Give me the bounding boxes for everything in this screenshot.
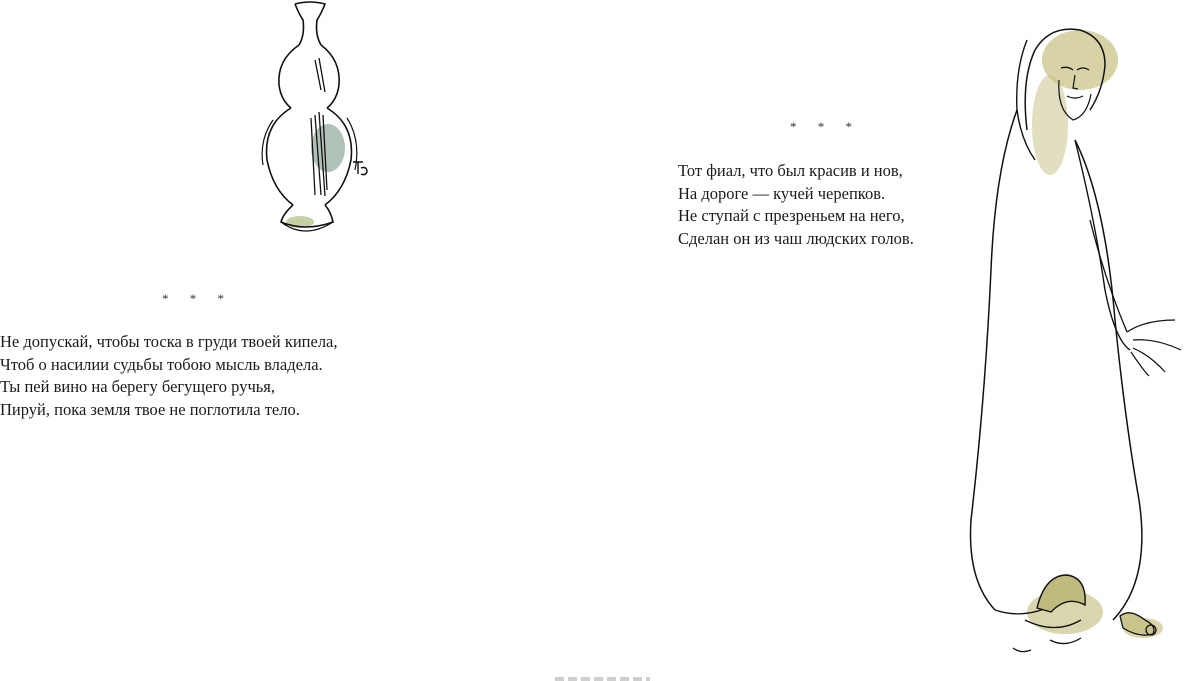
vase-illustration — [255, 0, 385, 245]
poem-left — [0, 331, 338, 421]
poem-line: Не ступай с презреньем на него, — [678, 206, 905, 225]
poem-line: Тот фиал, что был красив и нов, — [678, 161, 903, 180]
poem-line: На дороге — кучей черепков. — [678, 183, 886, 203]
page-footer-mark — [555, 677, 650, 681]
monk-with-broken-jug-illustration — [955, 20, 1200, 665]
poem-line: Ты пей вино на берегу бегущего ручья, — [0, 377, 275, 396]
poem-line: Не допускай, чтобы тоска в груди твоей кипела, — [0, 332, 338, 351]
separator-right: * * * — [790, 119, 861, 134]
poem-right — [678, 160, 914, 250]
poem-line: Чтоб о насилии судьбы тобою мысль владела. — [0, 354, 323, 374]
poem-line: Сделан он из чаш людских голов. — [678, 228, 914, 248]
poem-line: Пируй, пока земля твое не поглотила тело. — [0, 399, 300, 419]
separator-left: * * * — [162, 291, 233, 306]
